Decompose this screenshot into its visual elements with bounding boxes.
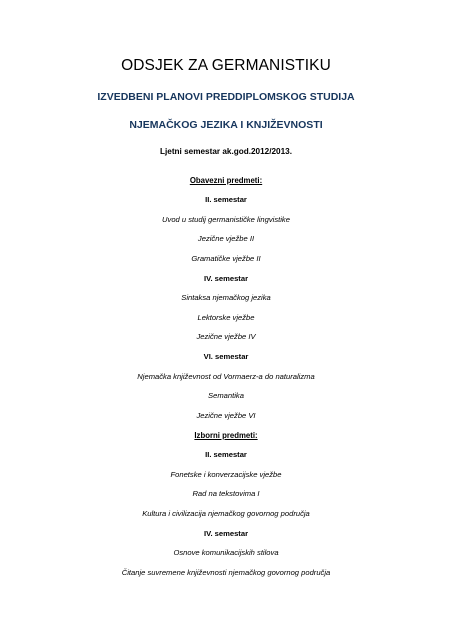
course-item: Gramatičke vježbe II [191,254,261,263]
course-item: Jezične vježbe VI [196,411,256,420]
elective-heading: Izborni predmeti: [194,431,258,440]
course-item: Njemačka književnost od Vormaerz-a do naturalizma [137,372,315,381]
study-plan-title: IZVEDBENI PLANOVI PREDDIPLOMSKOG STUDIJA [97,91,355,103]
elective-semester-4-label: IV. semestar [203,529,249,538]
course-item: Lektorske vježbe [197,313,255,322]
compulsory-heading: Obavezni predmeti: [189,176,263,185]
course-item: Uvod u studij germanističke lingvistike [162,215,290,224]
course-item: Osnove komunikacijskih stilova [173,548,279,557]
course-item: Čitanje suvremene književnosti njemačkog govornog područja [121,568,331,577]
compulsory-semester-4-label: IV. semestar [203,274,249,283]
study-program-title: NJEMAČKOG JEZIKA I KNJIŽEVNOSTI [129,119,323,131]
course-item: Fonetske i konverzacijske vježbe [170,470,282,479]
department-title: ODSJEK ZA GERMANISTIKU [121,57,331,74]
term-label: Ljetni semestar ak.god.2012/2013. [160,147,292,156]
course-item: Semantika [208,391,244,400]
course-item: Rad na tekstovima I [192,489,260,498]
course-item: Sintaksa njemačkog jezika [181,293,271,302]
compulsory-semester-2-label: II. semestar [205,195,247,204]
course-item: Jezične vježbe IV [196,332,256,341]
course-item: Kultura i civilizacija njemačkog govornog područja [142,509,310,518]
course-item: Jezične vježbe II [197,234,255,243]
elective-semester-2-label: II. semestar [205,450,247,459]
compulsory-semester-6-label: VI. semestar [203,352,249,361]
